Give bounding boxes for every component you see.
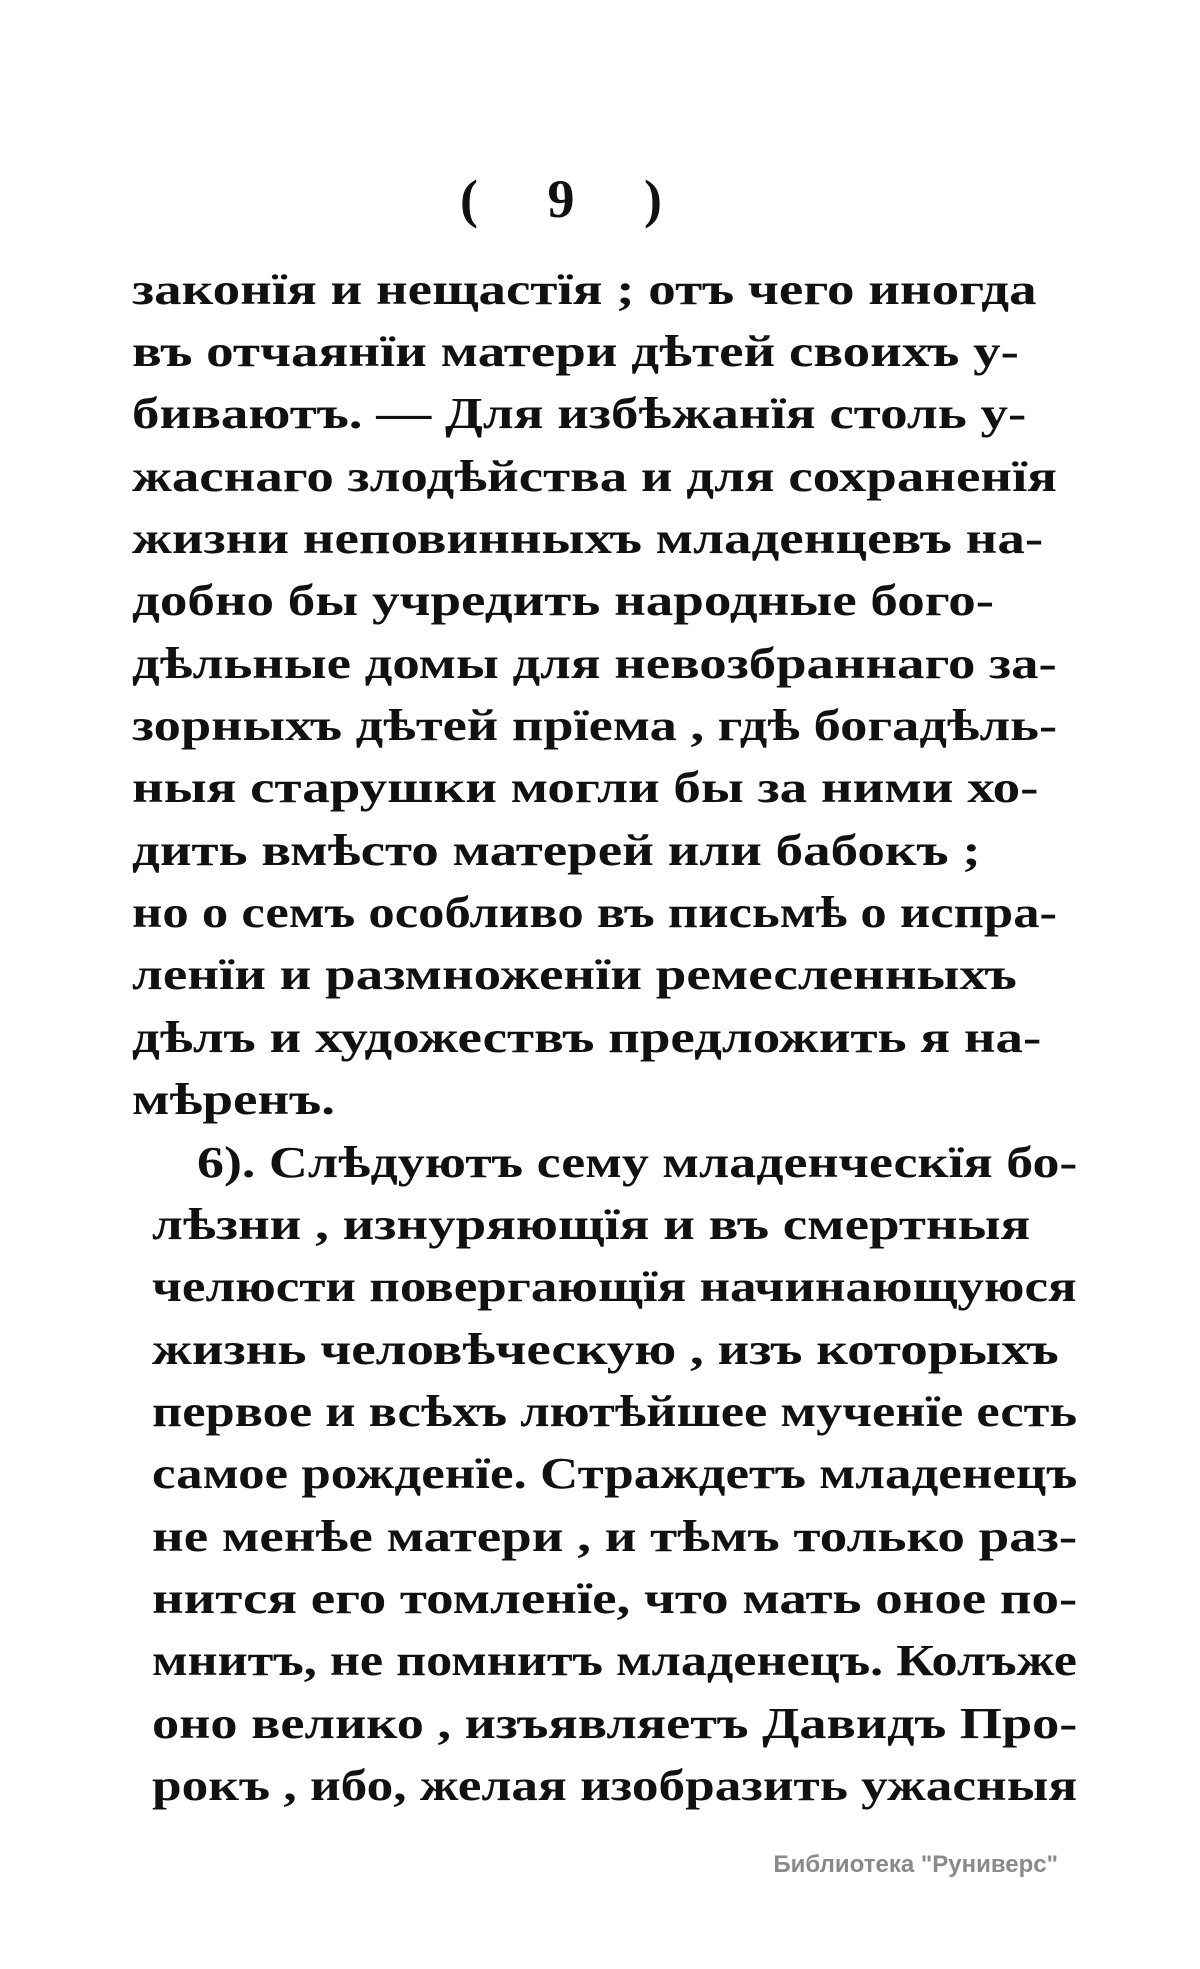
- text-line: дить вмѣсто матерей или бабокъ ;: [132, 826, 981, 875]
- text-line: биваютъ. — Для избѣжанїя столь у-: [132, 389, 1027, 438]
- text-line: но о семъ особливо въ письмѣ о испра-: [132, 888, 1058, 937]
- text-line: рокъ , ибо, желая изобразить ужасныя: [152, 1761, 1078, 1810]
- text-line: жаснаго злодѣйства и для сохраненїя: [132, 452, 1057, 501]
- text-line: жизнь человѣческую , изъ которыхъ: [152, 1325, 1059, 1374]
- text-line: первое и всѣхъ лютѣйшее мученїе есть: [152, 1387, 1078, 1436]
- text-line: лѣзни , изнуряющїя и въ смертныя: [152, 1200, 1031, 1249]
- page-number: ( 9 ): [460, 169, 690, 229]
- text-line: 6). Слѣдуютъ сему младенческїя бо-: [197, 1138, 1078, 1187]
- text-line: добно бы учредить народные бого-: [132, 576, 995, 625]
- text-line: законїя и нещастїя ; отъ чего иногда: [132, 265, 1037, 314]
- text-line: мнитъ, не помнитъ младенецъ. Колъже: [152, 1636, 1077, 1685]
- text-line: дѣлъ и художествъ предложить я на-: [132, 1013, 1042, 1062]
- text-line: ныя старушки могли бы за ними хо-: [132, 763, 1039, 812]
- text-line: нится его томленїе, что мать оное по-: [152, 1574, 1078, 1623]
- text-line: не менѣе матери , и тѣмъ только раз-: [152, 1512, 1078, 1561]
- text-line: оно велико , изъявляетъ Давидъ Про-: [152, 1699, 1078, 1748]
- text-line: челюсти повергающїя начинающуюся: [152, 1262, 1077, 1311]
- text-line: жизни неповинныхъ младенцевъ на-: [132, 514, 1044, 563]
- text-line: зорныхъ дѣтей прїема , гдѣ богадѣль-: [132, 701, 1058, 750]
- text-line: мѣренъ.: [132, 1075, 335, 1124]
- text-line: самое рожденїе. Страждетъ младенецъ: [152, 1449, 1078, 1498]
- text-line: дѣльные домы для невозбраннаго за-: [132, 639, 1057, 688]
- library-watermark: Библиотека "Руниверс": [773, 1851, 1058, 1878]
- text-line: въ отчаянїи матери дѣтей своихъ у-: [132, 327, 1019, 376]
- text-line: ленїи и размноженїи ремесленныхъ: [132, 950, 1017, 999]
